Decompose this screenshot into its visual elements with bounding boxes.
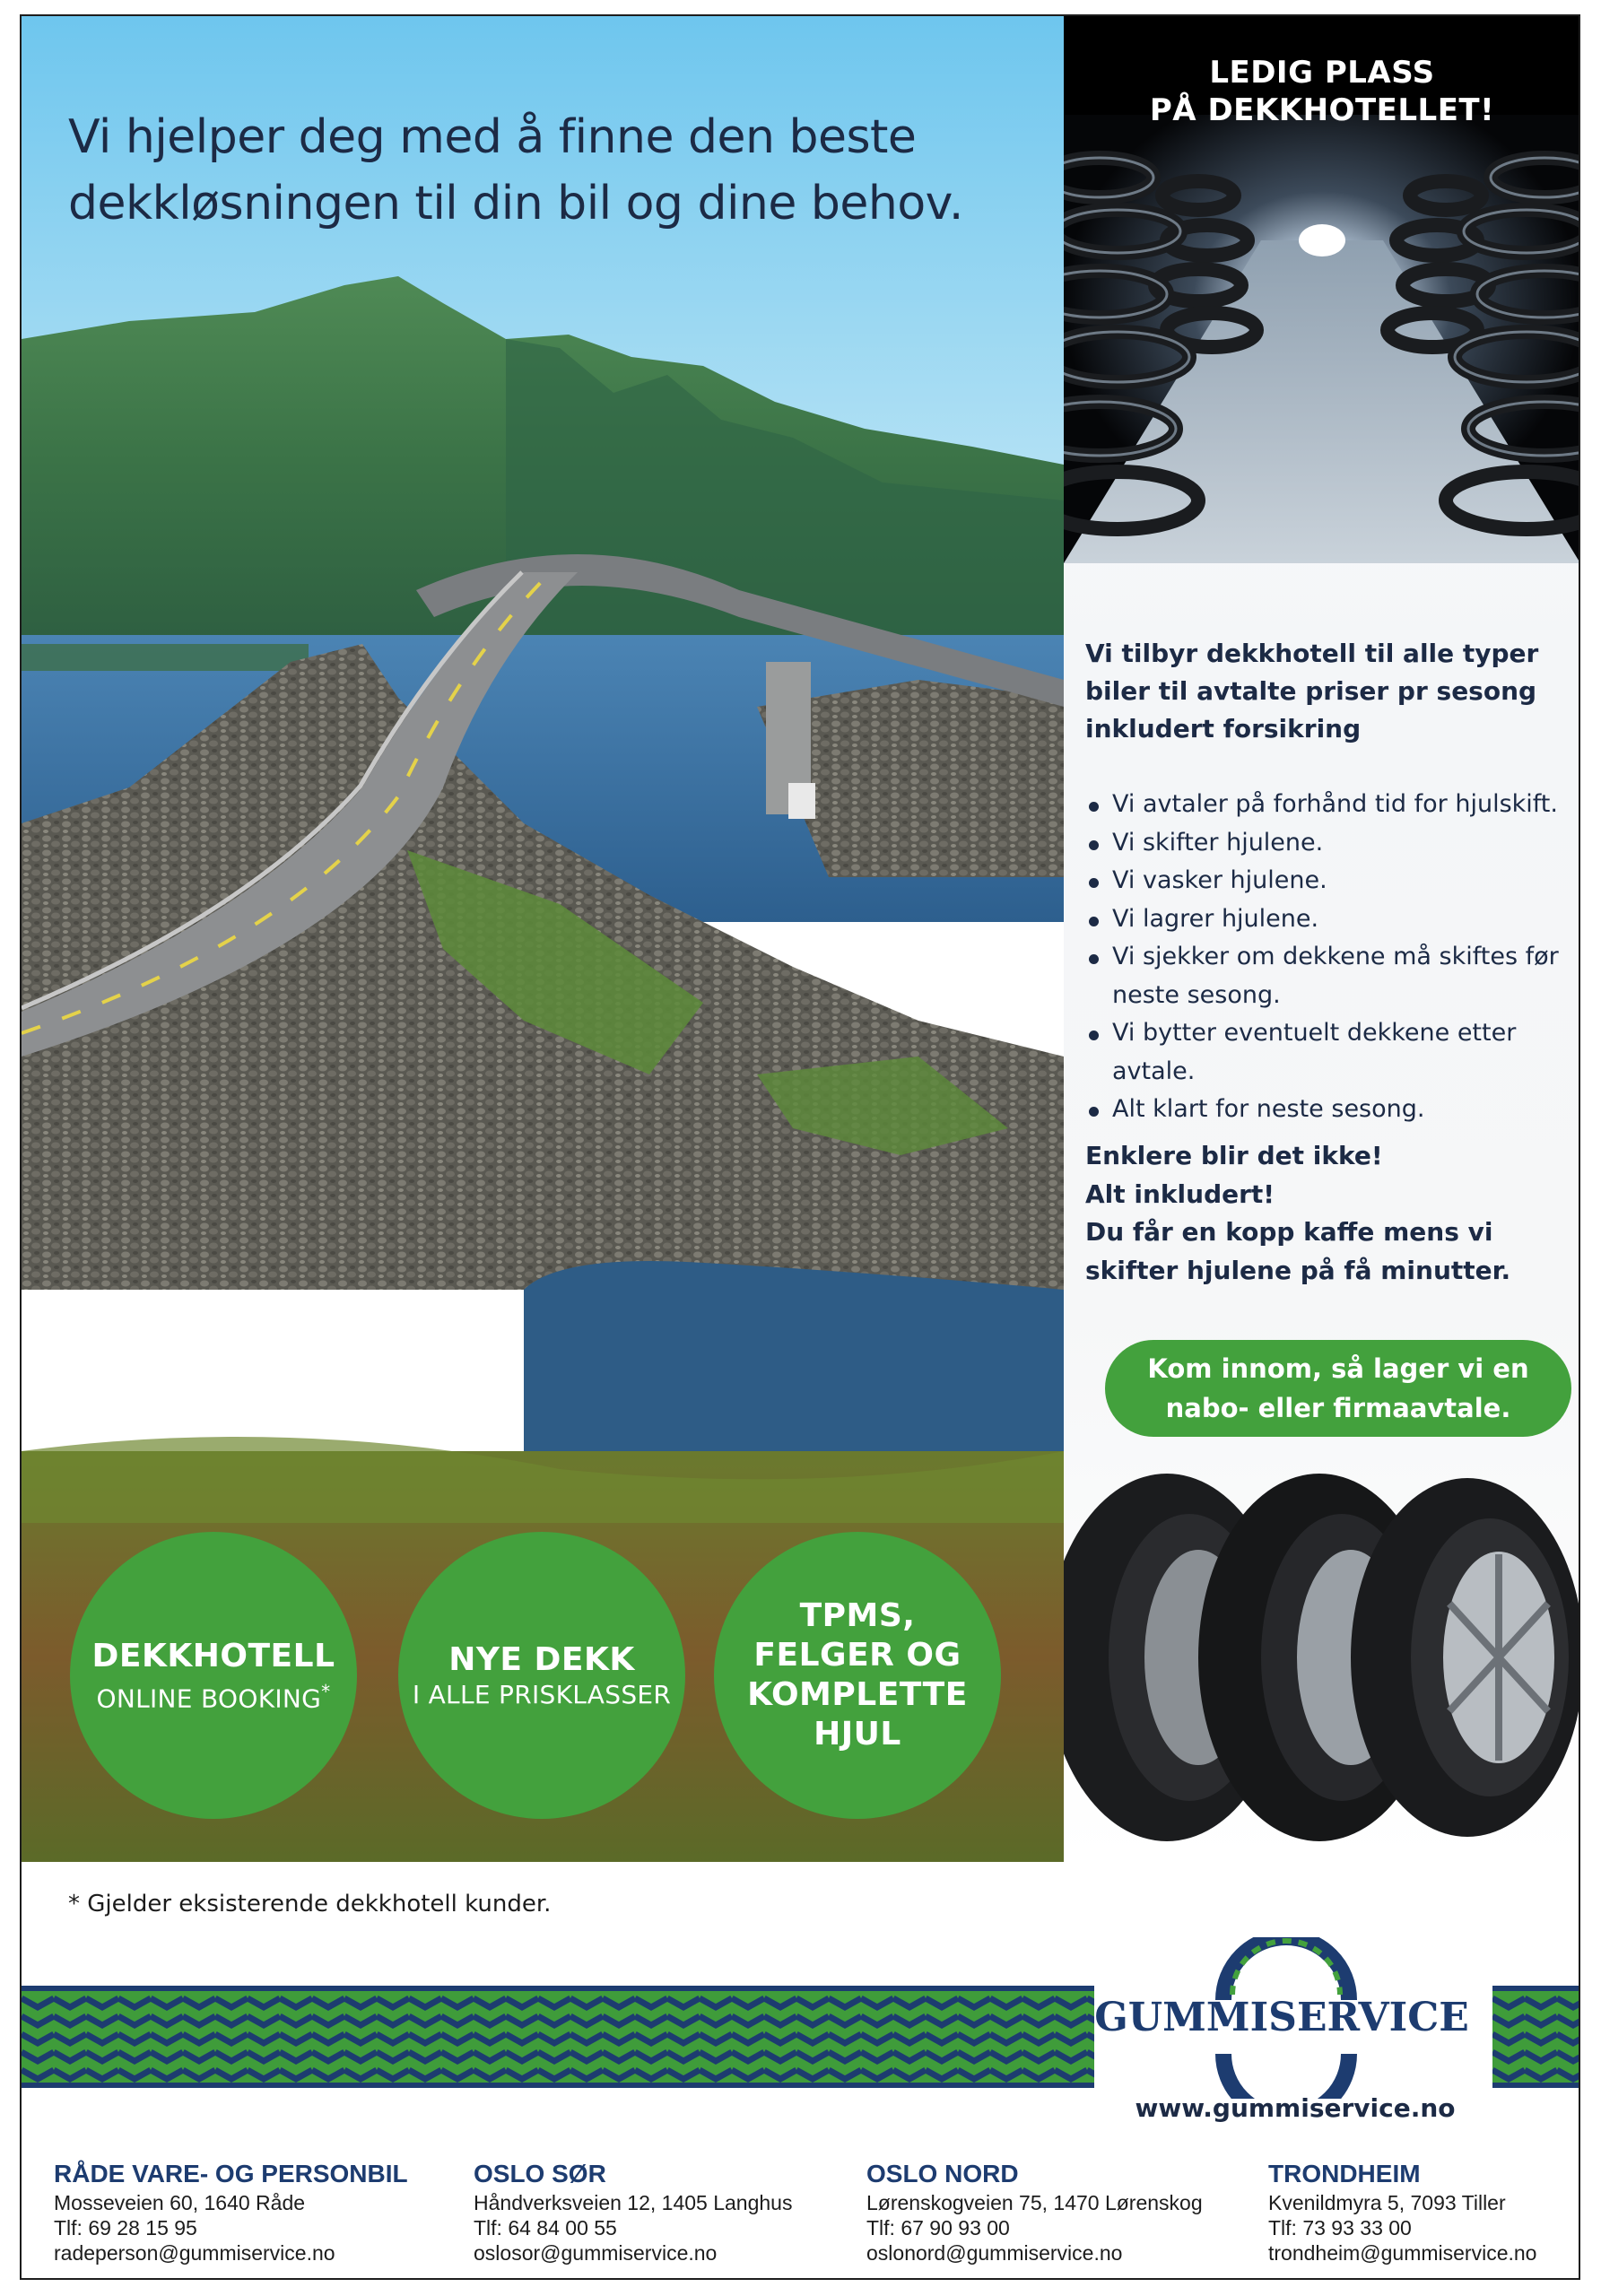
bullet-item: Vi lagrer hjulene. [1085, 900, 1570, 939]
location-trondheim [1268, 2158, 1536, 2266]
location-phone: Tlf: 64 84 00 55 [474, 2216, 617, 2239]
landscape-photo [22, 16, 1064, 1862]
location-name: OSLO NORD [866, 2160, 1019, 2187]
dekkhotell-circle-sub-text: ONLINE BOOKING [96, 1683, 322, 1714]
cta-line-1: Kom innom, så lager vi en [1147, 1353, 1529, 1384]
cta-line-2: nabo- eller firmaavtale. [1165, 1393, 1511, 1423]
tpms-line-3: KOMPLETTE [747, 1676, 968, 1713]
headline-line-1: Vi hjelper deg med å finne den beste [68, 110, 917, 164]
service-bullet-list [1085, 786, 1570, 1129]
nye-dekk-circle-subtitle: I ALLE PRISKLASSER [412, 1680, 672, 1709]
location-name: RÅDE VARE- OG PERSONBIL [54, 2160, 408, 2187]
tread-band-left [22, 1986, 1094, 2088]
intro-text: Vi tilbyr dekkhotell til alle typer biler til avtalte priser pr sesong inkludert forsikring [1085, 639, 1539, 744]
footnote: * Gjelder eksisterende dekkhotell kunder. [68, 1891, 552, 1918]
advertisement [20, 14, 1580, 2280]
dekkhotell-circle-title: DEKKHOTELL [91, 1637, 335, 1674]
bullet-item: Vi skifter hjulene. [1085, 824, 1570, 863]
bullet-item: Vi vasker hjulene. [1085, 862, 1570, 900]
location-rade [54, 2158, 408, 2266]
tread-band-right [1492, 1986, 1580, 2088]
location-email[interactable]: oslonord@gummiservice.no [866, 2241, 1123, 2265]
location-address: Kvenildmyra 5, 7093 Tiller [1268, 2191, 1506, 2214]
tire-icon [1351, 1478, 1580, 1837]
location-address: Lørenskogveien 75, 1470 Lørenskog [866, 2191, 1203, 2214]
dekkhotell-circle-subtitle [97, 1676, 331, 1714]
hotel-banner-line-2: PÅ DEKKHOTELLET! [1149, 92, 1495, 128]
tpms-circle [714, 1532, 1001, 1819]
outro-line-2: Alt inkludert! [1085, 1178, 1275, 1209]
outro-line-4: skifter hjulene på få minutter. [1085, 1255, 1511, 1285]
location-phone: Tlf: 69 28 15 95 [54, 2216, 197, 2239]
bullet-item: Alt klart for neste sesong. [1085, 1091, 1570, 1129]
location-name: OSLO SØR [474, 2160, 606, 2187]
location-name: TRONDHEIM [1268, 2160, 1421, 2187]
cta-pill [1105, 1340, 1571, 1437]
hotel-banner-title [1064, 54, 1580, 129]
outro-line-3: Du får en kopp kaffe mens vi [1085, 1217, 1493, 1247]
location-address: Mosseveien 60, 1640 Råde [54, 2191, 306, 2214]
location-phone: Tlf: 73 93 33 00 [1268, 2216, 1412, 2239]
headline-line-2: dekkløsningen til din bil og dine behov. [68, 177, 963, 230]
three-tires-image [1064, 1469, 1580, 1862]
gummiservice-logo [1089, 1937, 1501, 2099]
nye-dekk-circle [398, 1532, 685, 1819]
location-email[interactable]: radeperson@gummiservice.no [54, 2241, 335, 2265]
bullet-item: Vi bytter eventuelt dekkene etter avtale. [1085, 1014, 1570, 1091]
tpms-line-1: TPMS, [799, 1597, 916, 1634]
website-link[interactable]: www.gummiservice.no [1135, 2093, 1456, 2123]
footnote-mark: * [321, 1680, 331, 1702]
bullet-item: Vi avtaler på forhånd tid for hjulskift. [1085, 786, 1570, 824]
location-oslo-sor [474, 2158, 792, 2266]
outro-text [1085, 1137, 1570, 1290]
dekkhotell-circle [70, 1532, 357, 1819]
location-email[interactable]: trondheim@gummiservice.no [1268, 2241, 1537, 2265]
nye-dekk-circle-title: NYE DEKK [448, 1641, 635, 1678]
hotel-banner-line-1: LEDIG PLASS [1209, 55, 1435, 91]
tpms-line-2: FELGER OG [753, 1637, 961, 1674]
headline [68, 104, 1037, 237]
bullet-item: Vi sjekker om dekkene må skiftes før neste sesong. [1085, 938, 1570, 1014]
outro-line-1: Enklere blir det ikke! [1085, 1141, 1383, 1170]
location-address: Håndverksveien 12, 1405 Langhus [474, 2191, 793, 2214]
brand-name: GUMMISERVICE [1094, 1995, 1469, 2040]
right-column [1064, 16, 1580, 1862]
location-email[interactable]: oslosor@gummiservice.no [474, 2241, 718, 2265]
location-oslo-nord [866, 2158, 1203, 2266]
location-phone: Tlf: 67 90 93 00 [866, 2216, 1010, 2239]
tpms-line-4: HJUL [814, 1716, 901, 1752]
